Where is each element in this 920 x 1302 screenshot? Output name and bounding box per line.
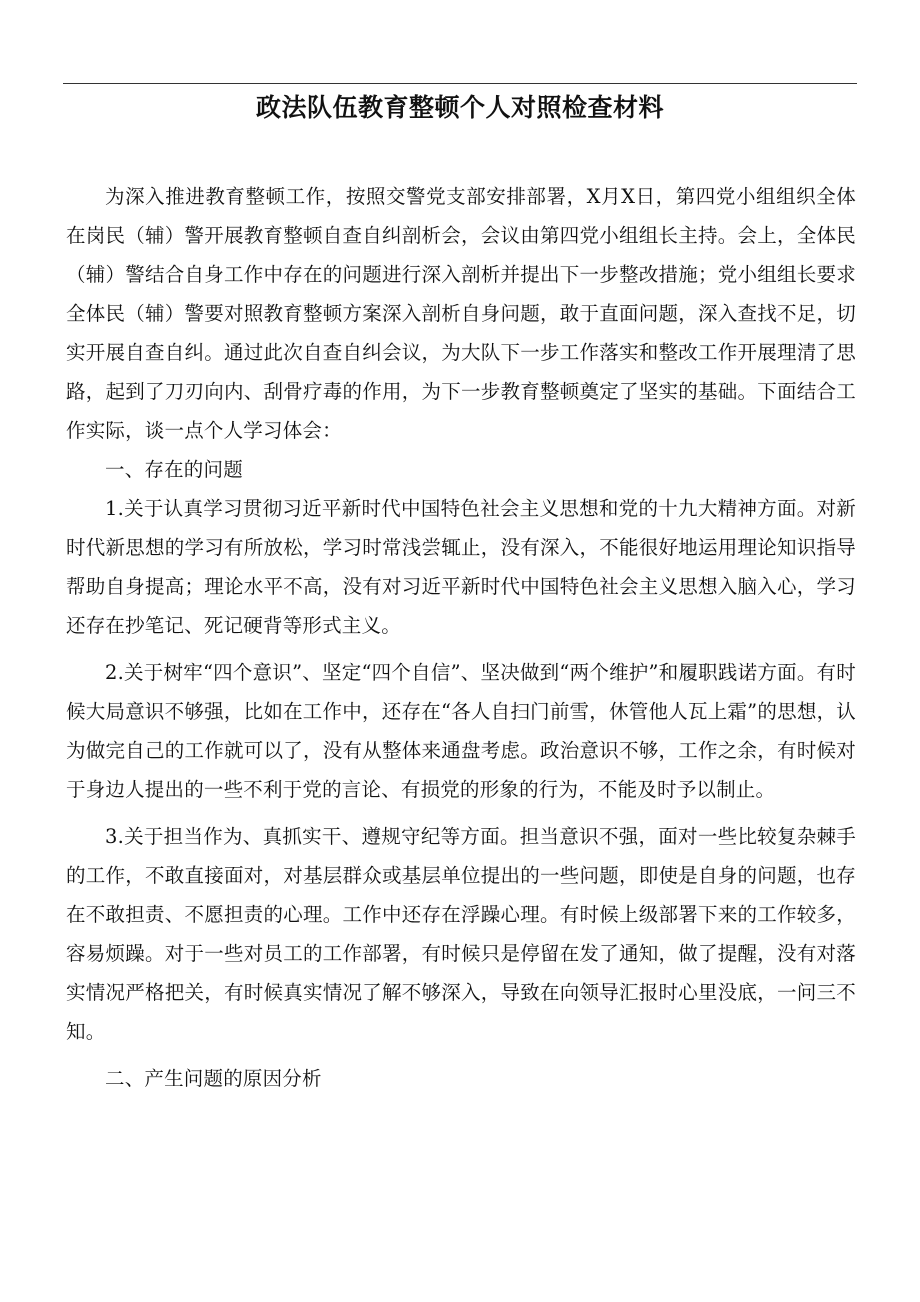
problem-item-2: 2.关于树牢“四个意识”、坚定“四个自信”、坚决做到“两个维护”和履职践诺方面。有时候大局意识不够强，比如在工作中，还存在“各人自扫门前雪，休管他人瓦上霜”的思想，认为做完自己的工作就可以了，没有从整体来通盘考虑。政治意识不够，工作之余，有时候对于身边人提出的一些不利于党的言论、有损党的形象的行为，不能及时予以制止。 (66, 661, 856, 801)
document-title: 政法队伍教育整顿个人对照检查材料 (255, 93, 664, 122)
intro-paragraph: 为深入推进教育整顿工作，按照交警党支部安排部署，X月X日，第四党小组组织全体在岗民（辅）警开展教育整顿自查自纠剖析会，会议由第四党小组组长主持。会上，全体民（辅）警结合自身工作中存在的问题进行深入剖析并提出下一步整改措施；党小组组长要求全体民（辅）警要对照教育整顿方案深入剖析自身问题，敢于直面问题，深入查找不足，切实开展自查自纠。通过此次自查自纠会议，为大队下一步工作落实和整改工作开展理清了思路，起到了刀刃向内、刮骨疗毒的作用，为下一步教育整顿奠定了坚实的基础。下面结合工作实际，谈一点个人学习体会： (66, 185, 856, 442)
section-heading-causes: 二、产生问题的原因分析 (105, 1067, 322, 1090)
problem-item-3: 3.关于担当作为、真抓实干、遵规守纪等方面。担当意识不强，面对一些比较复杂棘手的工作，不敢直接面对，对基层群众或基层单位提出的一些问题，即使是自身的问题，也存在不敢担责、不愿担责的心理。工作中还存在浮躁心理。有时候上级部署下来的工作较多，容易烦躁。对于一些对员工的工作部署，有时候只是停留在发了通知，做了提醒，没有对落实情况严格把关，有时候真实情况了解不够深入，导致在向领导汇报时心里没底，一问三不知。 (66, 825, 856, 1043)
problem-item-1: 1.关于认真学习贯彻习近平新时代中国特色社会主义思想和党的十九大精神方面。对新时代新思想的学习有所放松，学习时常浅尝辄止，没有深入，不能很好地运用理论知识指导帮助自身提高；理论水平不高，没有对习近平新时代中国特色社会主义思想入脑入心，学习还存在抄笔记、死记硬背等形式主义。 (66, 497, 856, 637)
document-body (66, 177, 856, 1098)
header-rule (63, 83, 857, 84)
section-heading-problems: 一、存在的问题 (105, 458, 243, 481)
